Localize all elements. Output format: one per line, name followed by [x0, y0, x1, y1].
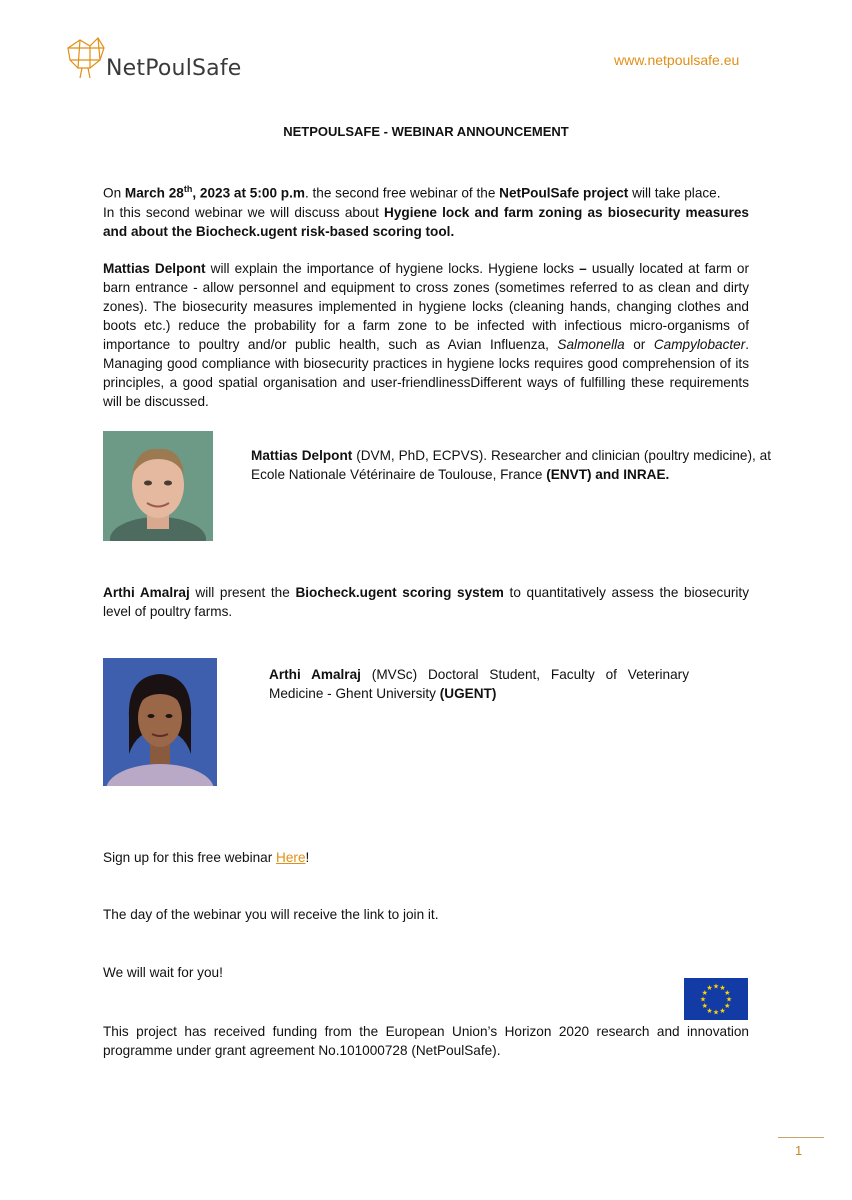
- speaker1-affiliation: (ENVT) and INRAE.: [546, 467, 670, 482]
- page-number: 1: [795, 1143, 803, 1158]
- intro-text: will take place.: [628, 185, 721, 201]
- eu-star: ★: [712, 1009, 720, 1017]
- date-suffix: th: [183, 184, 193, 194]
- speaker1-name: Mattias Delpont: [103, 261, 206, 276]
- day-note: The day of the webinar you will receive the link to join it.: [103, 907, 439, 922]
- funding-statement: This project has received funding from the European Union’s Horizon 2020 research and innovation programme under grant agreement No.101000728 (NetPoulSafe).: [103, 1024, 749, 1058]
- eu-star: ★: [701, 1003, 708, 1010]
- intro-text: On: [103, 185, 125, 201]
- speaker1-text: usually located at farm or barn entrance - allow personnel and equipment to cross zones (sometimes referred to as clean and dirty zones). The biosecurity measures implemented in hygiene locks (cleaning hands, changing clothes and boots etc.) reduce the probability for a farm zone to be infected with infectious micro-organisms of importance to poultry and/or public health, such as Avian Influenza,: [103, 261, 749, 352]
- website-link[interactable]: www.netpoulsafe.eu: [614, 52, 740, 68]
- intro-paragraph: [103, 180, 749, 241]
- speaker1-bio: [251, 446, 771, 484]
- eu-star: ★: [725, 996, 733, 1004]
- speaker1-bio-name: Mattias Delpont: [251, 448, 353, 463]
- project-name: NetPoulSafe project: [499, 185, 629, 201]
- speaker2-bio: [269, 665, 689, 703]
- speaker2-bio-name: Arthi Amalraj: [269, 667, 361, 682]
- webinar-time: , 2023 at 5:00 p.m: [192, 185, 305, 201]
- page-title: NETPOULSAFE - WEBINAR ANNOUNCEMENT: [283, 124, 569, 139]
- scoring-system-name: Biocheck.ugent scoring system: [295, 585, 504, 600]
- speaker1-text: . Managing good compliance with biosecurity practices in hygiene locks requires good comprehension of its principles, a good spatial organisation and user-friendlinessDifferent ways of fulfilling these requirements will be discussed.: [103, 337, 750, 409]
- eu-star: ★: [724, 1003, 731, 1010]
- speaker2-bio-text: (MVSc) Doctoral Student, Faculty of Veterinary Medicine - Ghent University: [269, 667, 689, 701]
- signup-link[interactable]: Here: [276, 850, 306, 865]
- signup-line: [103, 848, 749, 867]
- webinar-topic: Hygiene lock and farm zoning as biosecurity measures and about the Biocheck.ugent risk-based scoring tool.: [103, 204, 749, 239]
- eu-star: ★: [719, 985, 726, 993]
- intro-text: In this second webinar we will discuss about: [103, 204, 385, 220]
- speaker2-affiliation: (UGENT): [439, 686, 497, 701]
- speaker1-paragraph: [103, 259, 749, 411]
- speaker2-photo: [103, 658, 217, 786]
- eu-star: ★: [701, 990, 708, 997]
- speaker1-photo: [103, 431, 213, 541]
- campylobacter-term: Campylobacter: [653, 337, 746, 352]
- eu-star: ★: [706, 1007, 713, 1015]
- eu-star: ★: [699, 996, 707, 1004]
- speaker1-text: will explain the importance of hygiene locks. Hygiene locks: [205, 261, 580, 276]
- speaker2-paragraph: [103, 583, 749, 621]
- wait-note: We will wait for you!: [103, 965, 223, 980]
- eu-star: ★: [724, 990, 731, 997]
- webinar-date: March 28: [124, 185, 184, 201]
- speaker2-text: to quantitatively assess the biosecurity level of poultry farms.: [103, 585, 749, 619]
- intro-text: . the second free webinar of the: [304, 185, 500, 201]
- hen-logo-icon: [60, 34, 110, 82]
- signup-text: Sign up for this free webinar: [103, 850, 277, 865]
- salmonella-term: Salmonella: [557, 337, 625, 352]
- speaker1-bio-text: (DVM, PhD, ECPVS). Researcher and clinician (poultry medicine), at Ecole Nationale Vétérinaire de Toulouse, France: [251, 448, 771, 482]
- brand-name: NetPoulSafe: [106, 56, 242, 81]
- eu-flag-icon: [684, 978, 748, 1020]
- eu-star: ★: [706, 985, 713, 993]
- signup-suffix: !: [305, 850, 310, 865]
- speaker2-text: will present the: [189, 585, 296, 600]
- footer-divider: [778, 1137, 824, 1138]
- speaker1-text: or: [624, 337, 654, 352]
- eu-star: ★: [712, 983, 720, 991]
- dash: –: [579, 261, 587, 276]
- eu-star: ★: [719, 1007, 726, 1015]
- speaker2-name: Arthi Amalraj: [103, 585, 190, 600]
